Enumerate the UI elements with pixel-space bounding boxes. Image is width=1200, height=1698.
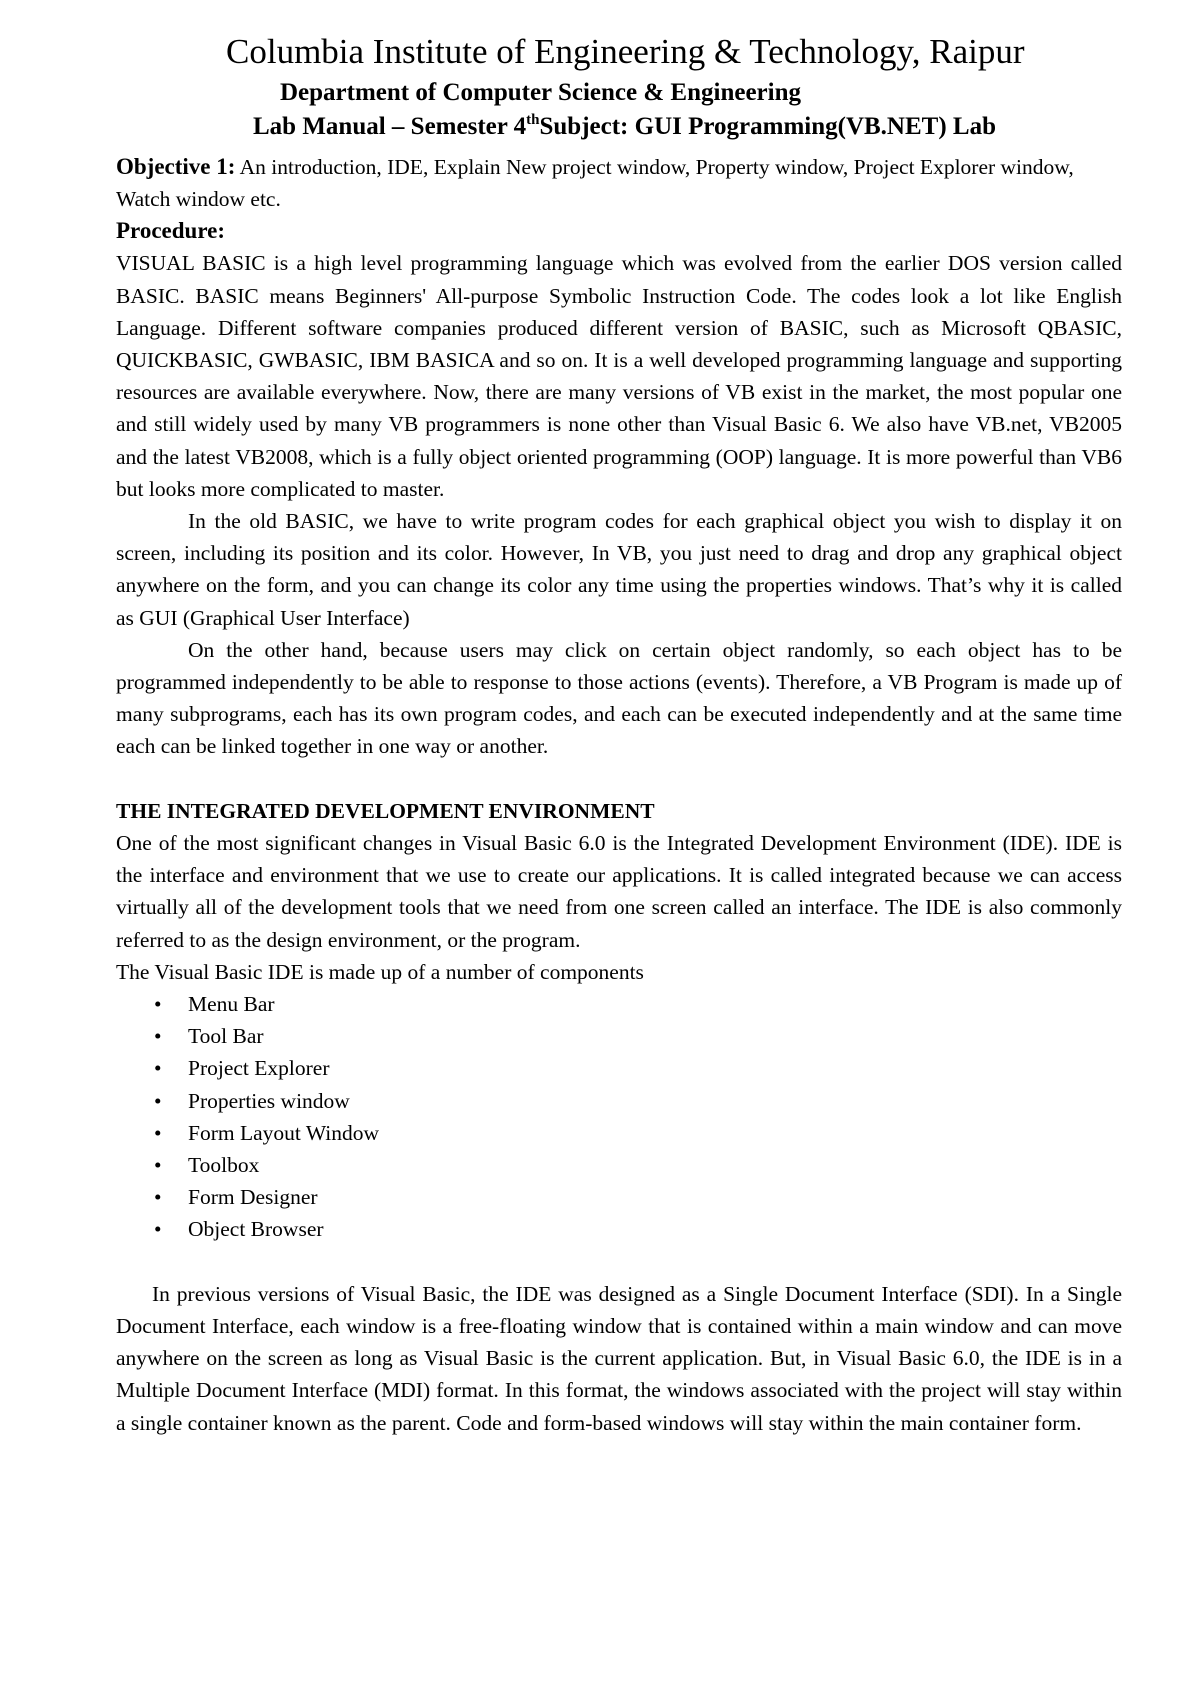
- list-item: [116, 988, 1122, 1020]
- component-label: Tool Bar: [188, 1024, 264, 1049]
- list-item: [116, 1213, 1122, 1245]
- bullet-icon: •: [154, 1088, 162, 1113]
- components-list: [116, 988, 1122, 1246]
- procedure-paragraph: In the old BASIC, we have to write program codes for each graphical object you wish to display it on screen, including its position and its color. However, In VB, you just need to drag and drop any graphical object anywhere on the form, and you can change its color any time using the properties windows. That’s why it is called as GUI (Graphical User Interface): [116, 509, 1122, 630]
- lab-manual-line: [253, 110, 1200, 144]
- page-header: [0, 28, 1200, 144]
- bullet-icon: •: [154, 1056, 162, 1081]
- list-item: [116, 1181, 1122, 1213]
- component-label: Form Layout Window: [188, 1120, 380, 1145]
- list-item: [116, 1117, 1122, 1149]
- list-item: [116, 1085, 1122, 1117]
- ide-closing-paragraph: In previous versions of Visual Basic, the IDE was designed as a Single Document Interface (SDI). In a Single Document Interface, each window is a free-floating window that is contained within a main window and can move anywhere on the screen as long as Visual Basic is the current application. But, in Visual Basic 6.0, the IDE is in a Multiple Document Interface (MDI) format. In this format, the windows associated with the project will stay within a single container known as the parent. Code and form-based windows will stay within the main container form.: [116, 1281, 1122, 1435]
- bullet-icon: •: [154, 1185, 162, 1210]
- list-item: [116, 1020, 1122, 1052]
- lab-semester: Lab Manual – Semester 4: [253, 113, 527, 140]
- component-label: Menu Bar: [188, 992, 275, 1017]
- institute-name: Columbia Institute of Engineering & Technology, Raipur: [226, 32, 1025, 71]
- objective: [116, 151, 1122, 215]
- lab-subject: Subject: GUI Programming(VB.NET) Lab: [539, 113, 996, 140]
- ide-intro: One of the most significant changes in Visual Basic 6.0 is the Integrated Development Environment (IDE). IDE is the interface and environment that we use to create our applications. It is called integrated because we can access virtually all of the development tools that we need from one screen called an interface. The IDE is also commonly referred to as the design environment, or the program.: [116, 831, 1122, 952]
- bullet-icon: •: [154, 1120, 162, 1145]
- component-label: Project Explorer: [188, 1056, 330, 1081]
- procedure-paragraph: VISUAL BASIC is a high level programming language which was evolved from the earlier DOS version called BASIC. BASIC means Beginners' All-purpose Symbolic Instruction Code. The codes look a lot like English Language. Different software companies produced different version of BASIC, such as Microsoft QBASIC, QUICKBASIC, GWBASIC, IBM BASICA and so on. It is a well developed programming language and supporting resources are available everywhere. Now, there are many versions of VB exist in the market, the most popular one and still widely used by many VB programmers is none other than Visual Basic 6. We also have VB.net, VB2005 and the latest VB2008, which is a fully object oriented programming (OOP) language. It is more powerful than VB6 but looks more complicated to master.: [116, 251, 1122, 501]
- bullet-icon: •: [154, 1153, 162, 1178]
- objective-text: An introduction, IDE, Explain New project window, Property window, Project Explorer window, Watch window etc.: [116, 155, 1074, 212]
- bullet-icon: •: [154, 1024, 162, 1049]
- lab-semester-suffix: th: [526, 112, 540, 128]
- ide-heading: THE INTEGRATED DEVELOPMENT ENVIRONMENT: [116, 798, 655, 823]
- component-label: Object Browser: [188, 1217, 324, 1242]
- document-body: [116, 151, 1122, 1439]
- components-intro: The Visual Basic IDE is made up of a number of components: [116, 959, 644, 984]
- spacer: [116, 1246, 1122, 1278]
- bullet-icon: •: [154, 1217, 162, 1242]
- objective-label: Objective 1: [116, 154, 228, 179]
- spacer: [116, 763, 1122, 795]
- procedure-paragraph: On the other hand, because users may click on certain object randomly, so each object has to be programmed independently to be able to response to those actions (events). Therefore, a VB Program is made up of many subprograms, each has its own program codes, and each can be executed independently and at the same time each can be linked together in one way or another.: [116, 637, 1122, 759]
- procedure-heading: Procedure:: [116, 218, 226, 244]
- list-item: [116, 1149, 1122, 1181]
- bullet-icon: •: [154, 992, 162, 1017]
- objective-colon: :: [227, 154, 236, 179]
- component-label: Toolbox: [188, 1153, 260, 1178]
- component-label: Form Designer: [188, 1185, 318, 1210]
- component-label: Properties window: [188, 1088, 350, 1113]
- department-name: Department of Computer Science & Engineering: [280, 79, 801, 106]
- list-item: [116, 1052, 1122, 1084]
